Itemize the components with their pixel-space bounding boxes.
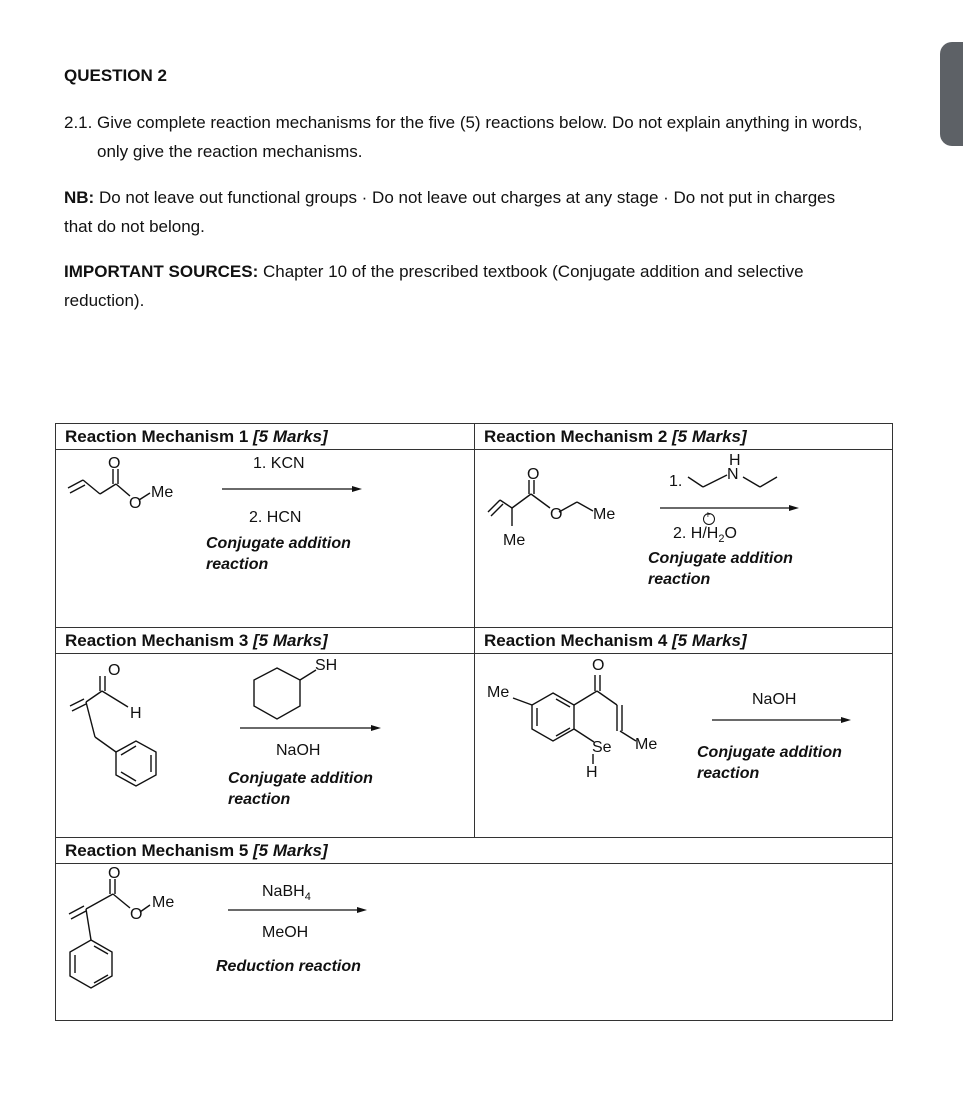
reaction-2-step-2: 2. $H/H_2O$ (673, 525, 737, 546)
reaction-1-title: Reaction Mechanism 1 [5 Marks] (65, 427, 328, 446)
reaction-3-thiol-label: SH (315, 657, 338, 674)
reaction-4-alkene-methyl: Me (635, 736, 658, 753)
reaction-1-type: Conjugate addition reaction (206, 535, 351, 573)
reaction-5-reagent-1: NaBH$_4$ (262, 883, 311, 904)
reaction-5-ester-o: O (130, 906, 143, 923)
reaction-4-type: Conjugate addition reaction (697, 744, 842, 782)
reaction-2-amine-n: N (727, 466, 739, 483)
reaction-4-carbonyl-o: O (592, 657, 605, 674)
reaction-2-positive-charge: + (705, 510, 711, 521)
reaction-1-methyl: Me (151, 484, 174, 501)
reaction-1-ester-o: O (129, 495, 142, 512)
question-heading: QUESTION 2 (64, 66, 167, 85)
instruction-text: Give complete reaction mechanisms for the five (5) reactions below. Do not explain anything in words, only give the reaction mechanisms. (97, 113, 863, 161)
reaction-5-title: Reaction Mechanism 5 [5 Marks] (65, 841, 328, 860)
reaction-2-step-1: 1. (669, 473, 683, 490)
reaction-2-title: Reaction Mechanism 2 [5 Marks] (484, 427, 747, 446)
reaction-5-type: Reduction reaction (216, 958, 361, 975)
reaction-1-carbonyl-o: O (108, 455, 121, 472)
nb-text: Do not leave out functional groups · Do not leave out charges at any stage · Do not put in charges that do not belong. (64, 188, 836, 236)
item-number: 2.1. (64, 113, 93, 132)
reaction-3-aldehyde-h: H (130, 705, 142, 722)
nb-label: NB: (64, 188, 95, 207)
reaction-4-selenium: Se (592, 739, 612, 756)
reaction-4-ring-methyl: Me (487, 684, 510, 701)
reaction-2-type: Conjugate addition reaction (648, 550, 793, 588)
reaction-3-title: Reaction Mechanism 3 [5 Marks] (65, 631, 328, 650)
reaction-5-methyl: Me (152, 894, 175, 911)
reaction-1-reagent-1: 1. KCN (253, 455, 305, 472)
reaction-2-carbonyl-o: O (527, 466, 540, 483)
reaction-4-selenium-h: H (586, 764, 598, 781)
reaction-2-alkene-methyl: Me (503, 532, 526, 549)
sources-label: IMPORTANT SOURCES: (64, 262, 259, 281)
reaction-2-amine-h: H (729, 452, 741, 469)
reaction-2-ester-o: O (550, 506, 563, 523)
reaction-3-carbonyl-o: O (108, 662, 121, 679)
reaction-1-reagent-2: 2. HCN (249, 509, 302, 526)
reaction-5-carbonyl-o: O (108, 865, 121, 882)
reaction-4-title: Reaction Mechanism 4 [5 Marks] (484, 631, 747, 650)
reaction-5-reagent-2: MeOH (262, 924, 309, 941)
sources-text: Chapter 10 of the prescribed textbook (Conjugate addition and selective reduction). (64, 262, 804, 310)
reaction-3-reagent: NaOH (276, 742, 321, 759)
reaction-2-ester-methyl: Me (593, 506, 616, 523)
reaction-3-type: Conjugate addition reaction (228, 770, 373, 808)
reaction-4-reagent: NaOH (752, 691, 797, 708)
